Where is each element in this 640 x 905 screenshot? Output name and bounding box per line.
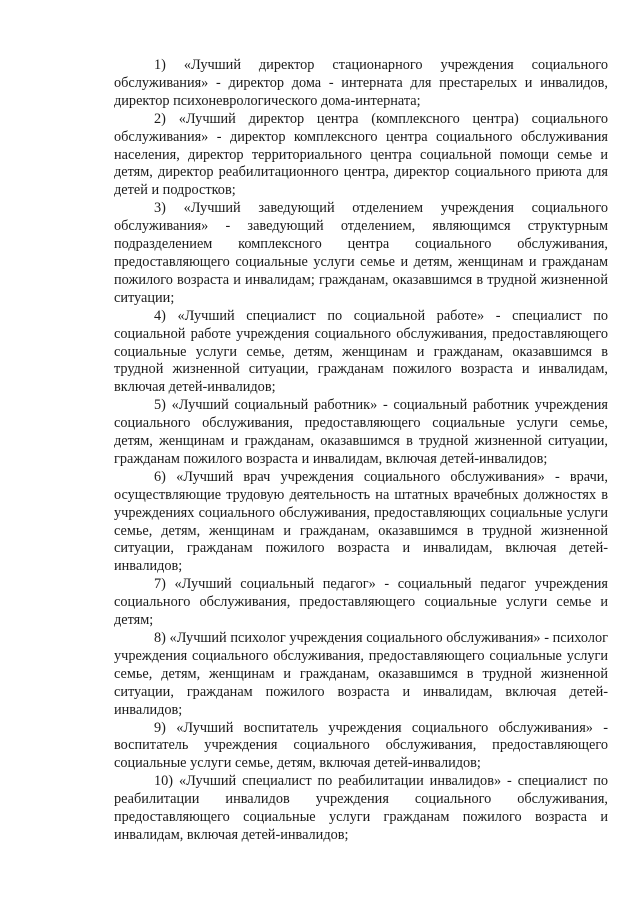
list-item-1: 1) «Лучший директор стационарного учреждения социального обслуживания» - директор дома - интерната для престарелых и инвалидов, директор психоневрологического дома-интерната; [114,57,608,109]
list-item-6: 6) «Лучший врач учреждения социального обслуживания» - врачи, осуществляющие трудовую деятельность на штатных врачебных должностях в учреждениях социального обслуживания, предоставляющих социальные услуги семье, детям, женщинам и гражданам, оказавшимся в трудной жизненной ситуации, гражданам пожилого возраста и инвалидам, включая детей-инвалидов; [114,468,608,575]
list-item-2: 2) «Лучший директор центра (комплексного центра) социального обслуживания» - директор комплексного центра социального обслуживания населения, директор территориального центра социальной помощи семье и детям, директор реабилитационного центра, директор социального приюта для детей и подростков; [114,110,608,199]
list-item-5: 5) «Лучший социальный работник» - социальный работник учреждения социального обслуживания, предоставляющего социальные услуги семье, детям, женщинам и гражданам, оказавшимся в трудной жизненной ситуации, гражданам пожилого возраста и инвалидам, включая детей-инвалидов; [114,397,608,467]
list-item-9: 9) «Лучший воспитатель учреждения социального обслуживания» - воспитатель учреждения социального обслуживания, предоставляющего социальные услуги семье, детям, включая детей-инвалидов; [114,719,608,772]
list-item-4: 4) «Лучший специалист по социальной работе» - специалист по социальной работе учреждения социального обслуживания, предоставляющего социальные услуги семье, детям, женщинам и гражданам, оказавшимся в трудной жизненной ситуации, гражданам пожилого возраста и инвалидам, включая детей-инвалидов; [114,307,608,396]
list-item-10: 10) «Лучший специалист по реабилитации инвалидов» - специалист по реабилитации инвалидов учреждения социального обслуживания, предоставляющего социальные услуги гражданам пожилого возраста и инвалидам, включая детей-инвалидов; [114,773,608,843]
list-item-3: 3) «Лучший заведующий отделением учреждения социального обслуживания» - заведующий отделением, являющимся структурным подразделением комплексного центра социального обслуживания, предоставляющего социальные услуги семье и детям, женщинам и гражданам пожилого возраста и инвалидам; гражданам, оказавшимся в трудной жизненной ситуации; [114,200,608,306]
list-item-7: 7) «Лучший социальный педагог» - социальный педагог учреждения социального обслуживания, предоставляющего социальные услуги семье и детям; [114,576,608,629]
document-body [114,57,608,845]
list-item-8: 8) «Лучший психолог учреждения социального обслуживания» - психолог учреждения социального обслуживания, предоставляющего социальные услуги семье, детям, женщинам и гражданам, оказавшимся в трудной жизненной ситуации, гражданам пожилого возраста и инвалидам, включая детей-инвалидов; [114,630,608,718]
